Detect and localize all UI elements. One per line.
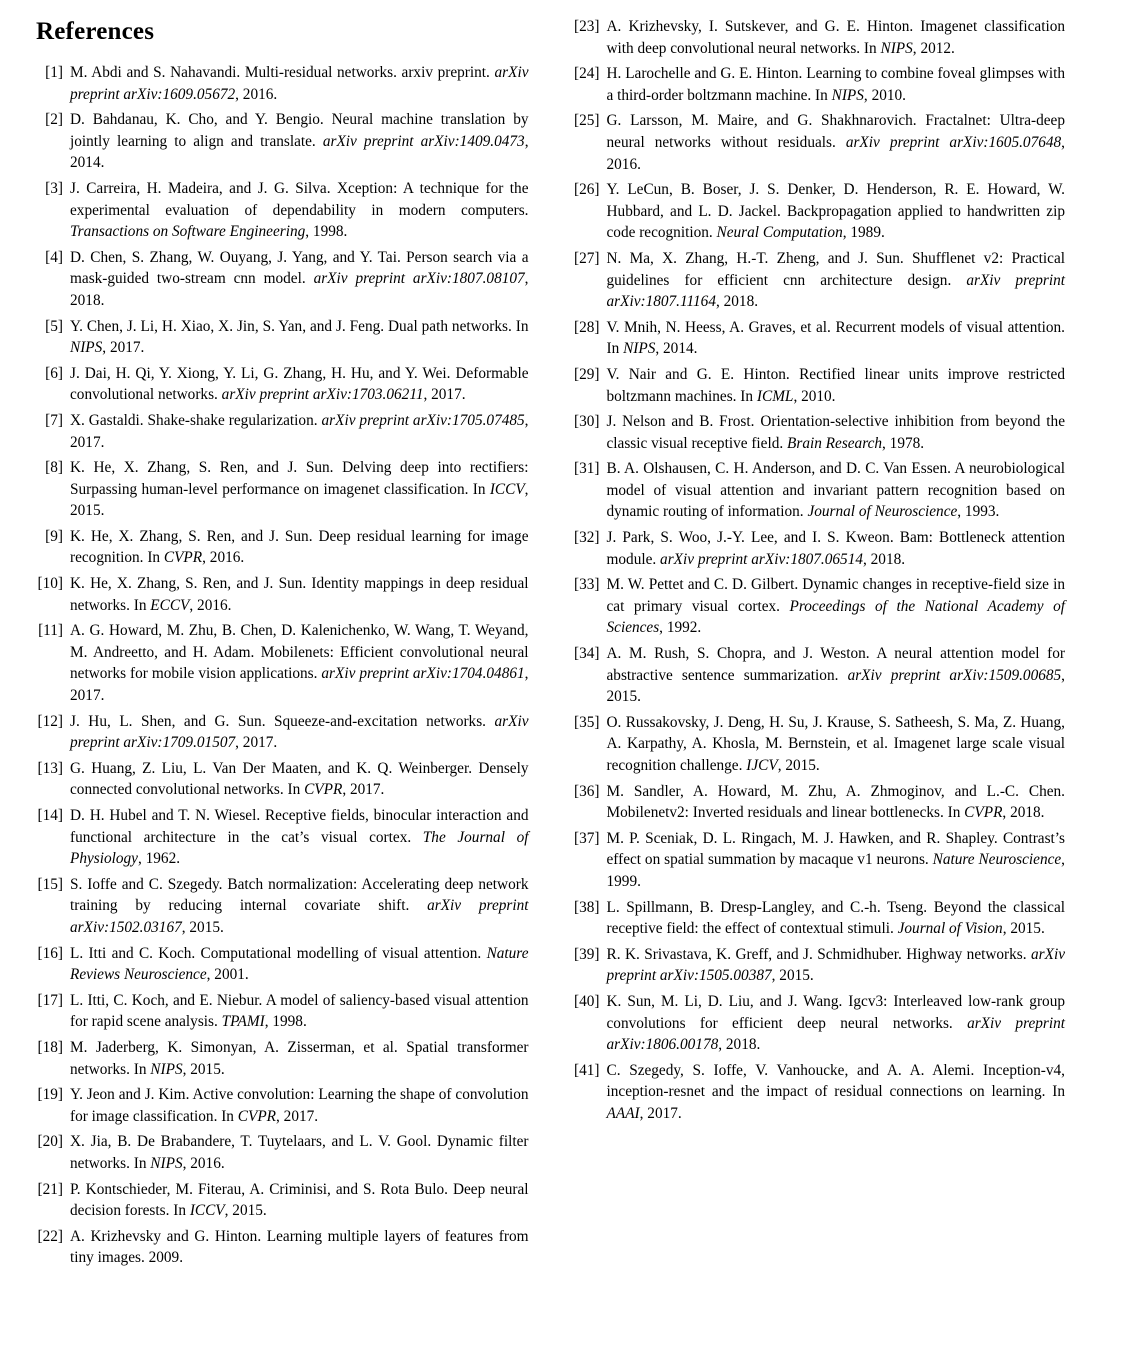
reference-number: [18] (37, 1038, 63, 1056)
reference-number: [30] (574, 413, 600, 431)
reference-entry (36, 62, 529, 105)
reference-list-left (36, 62, 529, 1269)
reference-number: [10] (37, 575, 63, 593)
reference-text: K. He, X. Zhang, S. Ren, and J. Sun. Delving deep into rectifiers: Surpassing human-level performance on imagenet classification. In ICCV, 2015. (70, 459, 529, 520)
reference-text: K. He, X. Zhang, S. Ren, and J. Sun. Deep residual learning for image recognition. In CVPR, 2016. (70, 527, 529, 567)
reference-entry (573, 944, 1066, 987)
reference-text: J. Hu, L. Shen, and G. Sun. Squeeze-and-excitation networks. arXiv preprint arXiv:1709.01507, 2017. (70, 712, 529, 752)
reference-entry (36, 247, 529, 312)
reference-text: D. H. Hubel and T. N. Wiesel. Receptive fields, binocular interaction and functional architecture in the cat’s visual cortex. The Journal of Physiology, 1962. (70, 807, 529, 868)
reference-text: O. Russakovsky, J. Deng, H. Su, J. Krause, S. Satheesh, S. Ma, Z. Huang, A. Karpathy, A. Khosla, M. Bernstein, et al. Imagenet large scale visual recognition challenge. IJCV, 2015. (606, 713, 1065, 774)
reference-text: X. Gastaldi. Shake-shake regularization. arXiv preprint arXiv:1705.07485, 2017. (70, 411, 529, 451)
reference-number: [24] (574, 65, 600, 83)
reference-number: [1] (45, 64, 63, 81)
reference-entry (573, 828, 1066, 893)
reference-text: V. Mnih, N. Heess, A. Graves, et al. Recurrent models of visual attention. In NIPS, 2014. (606, 318, 1065, 358)
reference-number: [33] (574, 576, 600, 594)
reference-number: [11] (38, 622, 63, 640)
reference-number: [15] (37, 875, 63, 893)
reference-text: X. Jia, B. De Brabandere, T. Tuytelaars, and L. V. Gool. Dynamic filter networks. In NIPS, 2016. (70, 1133, 529, 1172)
reference-number: [27] (574, 249, 600, 267)
reference-text: A. Krizhevsky, I. Sutskever, and G. E. Hinton. Imagenet classification with deep convolutional neural networks. In NIPS, 2012. (606, 18, 1065, 57)
reference-entry (36, 316, 529, 359)
reference-text: J. Nelson and B. Frost. Orientation-selective inhibition from beyond the classic visual receptive field. Brain Research, 1978. (606, 413, 1065, 452)
reference-text: M. Sandler, A. Howard, M. Zhu, A. Zhmoginov, and L.-C. Chen. Mobilenetv2: Inverted residuals and linear bottlenecks. In CVPR, 2018. (606, 782, 1065, 822)
reference-number: [14] (37, 807, 63, 824)
reference-entry (36, 457, 529, 522)
reference-text: D. Bahdanau, K. Cho, and Y. Bengio. Neural machine translation by jointly learning to align and translate. arXiv preprint arXiv:1409.0473, 2014. (70, 111, 529, 172)
reference-entry (573, 364, 1066, 407)
reference-number: [3] (45, 179, 63, 197)
reference-text: K. Sun, M. Li, D. Liu, and J. Wang. Igcv3: Interleaved low-rank group convolutions for efficient deep neural networks. arXiv preprint arXiv:1806.00178, 2018. (606, 992, 1065, 1054)
reference-number: [17] (37, 991, 63, 1009)
reference-number: [28] (574, 318, 600, 336)
reference-entry (36, 109, 529, 174)
reference-entry (573, 897, 1066, 940)
reference-entry (36, 620, 529, 706)
right-column (573, 16, 1066, 1353)
reference-entry (573, 411, 1066, 454)
reference-text: M. Abdi and S. Nahavandi. Multi-residual networks. arxiv preprint. arXiv preprint arXiv:1609.05672, 2016. (70, 64, 529, 103)
reference-entry (36, 1084, 529, 1127)
reference-entry (573, 458, 1066, 523)
reference-number: [32] (574, 529, 600, 547)
reference-number: [21] (37, 1180, 63, 1198)
reference-text: L. Itti and C. Koch. Computational modelling of visual attention. Nature Reviews Neuroscience, 2001. (70, 944, 529, 984)
reference-text: J. Park, S. Woo, J.-Y. Lee, and I. S. Kweon. Bam: Bottleneck attention module. arXiv preprint arXiv:1807.06514, 2018. (606, 529, 1065, 568)
reference-number: [12] (37, 712, 63, 730)
reference-text: G. Huang, Z. Liu, L. Van Der Maaten, and K. Q. Weinberger. Densely connected convolutional networks. In CVPR, 2017. (70, 759, 529, 799)
reference-entry (36, 178, 529, 243)
reference-text: L. Itti, C. Koch, and E. Niebur. A model of saliency-based visual attention for rapid scene analysis. TPAMI, 1998. (70, 991, 529, 1031)
reference-number: [37] (574, 829, 600, 847)
reference-entry (36, 943, 529, 986)
reference-entry (36, 805, 529, 870)
reference-number: [39] (574, 945, 600, 963)
reference-text: K. He, X. Zhang, S. Ren, and J. Sun. Identity mappings in deep residual networks. In ECCV, 2016. (70, 575, 529, 614)
reference-entry (573, 110, 1066, 175)
reference-number: [13] (37, 759, 63, 777)
reference-text: B. A. Olshausen, C. H. Anderson, and D. C. Van Essen. A neurobiological model of visual attention and invariant pattern recognition based on dynamic routing of information. Journal of Neuroscience, 1993. (606, 460, 1065, 521)
reference-number: [23] (574, 18, 600, 35)
reference-number: [36] (574, 782, 600, 800)
reference-entry (573, 781, 1066, 824)
reference-entry (36, 1226, 529, 1269)
reference-entry (573, 1060, 1066, 1125)
reference-text: Y. Chen, J. Li, H. Xiao, X. Jin, S. Yan, and J. Feng. Dual path networks. In NIPS, 2017. (70, 317, 529, 357)
reference-text: A. Krizhevsky and G. Hinton. Learning multiple layers of features from tiny images. 2009. (70, 1227, 529, 1267)
reference-entry (36, 1037, 529, 1080)
reference-entry (573, 712, 1066, 777)
reference-number: [22] (37, 1227, 63, 1245)
reference-number: [25] (574, 112, 600, 130)
reference-entry (36, 1131, 529, 1174)
reference-number: [5] (45, 317, 63, 335)
reference-number: [40] (574, 992, 600, 1010)
reference-entry (573, 248, 1066, 313)
reference-number: [38] (574, 898, 600, 916)
reference-number: [7] (45, 411, 63, 429)
reference-entry (36, 1179, 529, 1222)
left-column (36, 16, 529, 1353)
reference-number: [31] (574, 460, 600, 478)
reference-entry (36, 526, 529, 569)
reference-entry (36, 758, 529, 801)
reference-entry (573, 16, 1066, 59)
reference-number: [16] (37, 944, 63, 962)
reference-entry (36, 410, 529, 453)
reference-entry (573, 179, 1066, 244)
reference-number: [20] (37, 1133, 63, 1151)
reference-entry (36, 874, 529, 939)
reference-entry (36, 363, 529, 406)
reference-text: C. Szegedy, S. Ioffe, V. Vanhoucke, and A. A. Alemi. Inception-v4, inception-resnet and the impact of residual connections on learning. In AAAI, 2017. (606, 1061, 1065, 1122)
reference-text: Y. LeCun, B. Boser, J. S. Denker, D. Henderson, R. E. Howard, W. Hubbard, and L. D. Jackel. Backpropagation applied to handwritten zip code recognition. Neural Computation, 1989. (606, 181, 1065, 242)
reference-text: A. M. Rush, S. Chopra, and J. Weston. A neural attention model for abstractive sentence summarization. arXiv preprint arXiv:1509.00685, 2015. (606, 645, 1065, 706)
reference-text: S. Ioffe and C. Szegedy. Batch normalization: Accelerating deep network training by reducing internal covariate shift. arXiv preprint arXiv:1502.03167, 2015. (70, 875, 529, 936)
reference-text: V. Nair and G. E. Hinton. Rectified linear units improve restricted boltzmann machines. In ICML, 2010. (606, 365, 1065, 405)
reference-entry (573, 63, 1066, 106)
reference-text: Y. Jeon and J. Kim. Active convolution: Learning the shape of convolution for image classification. In CVPR, 2017. (70, 1086, 529, 1125)
reference-number: [29] (574, 365, 600, 383)
reference-number: [19] (37, 1086, 63, 1104)
reference-number: [8] (45, 459, 63, 477)
reference-entry (36, 711, 529, 754)
reference-text: A. G. Howard, M. Zhu, B. Chen, D. Kalenichenko, W. Wang, T. Weyand, M. Andreetto, and H. Adam. Mobilenets: Efficient convolutional neural networks for mobile vision applications. arXiv preprint arXiv:1704.04861, 2017. (70, 622, 529, 705)
reference-number: [35] (574, 713, 600, 731)
reference-number: [41] (574, 1061, 600, 1079)
reference-entry (573, 574, 1066, 639)
reference-text: N. Ma, X. Zhang, H.-T. Zheng, and J. Sun. Shufflenet v2: Practical guidelines for efficient cnn architecture design. arXiv preprint arXiv:1807.11164, 2018. (606, 249, 1065, 311)
reference-number: [2] (45, 111, 63, 129)
reference-entry (36, 573, 529, 616)
reference-entry (573, 991, 1066, 1056)
reference-number: [4] (45, 248, 63, 266)
reference-list-right (573, 16, 1066, 1125)
reference-text: D. Chen, S. Zhang, W. Ouyang, J. Yang, and Y. Tai. Person search via a mask-guided two-stream cnn model. arXiv preprint arXiv:1807.08107, 2018. (70, 248, 529, 309)
reference-text: H. Larochelle and G. E. Hinton. Learning to combine foveal glimpses with a third-order boltzmann machine. In NIPS, 2010. (606, 65, 1065, 104)
reference-text: G. Larsson, M. Maire, and G. Shakhnarovich. Fractalnet: Ultra-deep neural networks without residuals. arXiv preprint arXiv:1605.07648, 2016. (606, 112, 1065, 173)
reference-number: [26] (574, 181, 600, 199)
reference-text: L. Spillmann, B. Dresp-Langley, and C.-h. Tseng. Beyond the classical receptive field: the effect of contextual stimuli. Journal of Vision, 2015. (606, 898, 1065, 938)
reference-entry (573, 527, 1066, 570)
reference-text: M. Jaderberg, K. Simonyan, A. Zisserman, et al. Spatial transformer networks. In NIPS, 2015. (70, 1038, 529, 1078)
reference-text: R. K. Srivastava, K. Greff, and J. Schmidhuber. Highway networks. arXiv preprint arXiv:1505.00387, 2015. (606, 945, 1065, 985)
reference-text: M. W. Pettet and C. D. Gilbert. Dynamic changes in receptive-field size in cat primary visual cortex. Proceedings of the National Academy of Sciences, 1992. (606, 576, 1066, 637)
reference-entry (573, 643, 1066, 708)
reference-text: J. Dai, H. Qi, Y. Xiong, Y. Li, G. Zhang, H. Hu, and Y. Wei. Deformable convolutional networks. arXiv preprint arXiv:1703.06211, 2017. (70, 364, 529, 404)
reference-text: J. Carreira, H. Madeira, and J. G. Silva. Xception: A technique for the experimental evaluation of dependability in modern computers. Transactions on Software Engineering, 1998. (70, 179, 529, 241)
reference-number: [6] (45, 364, 63, 382)
reference-text: P. Kontschieder, M. Fiterau, A. Criminisi, and S. Rota Bulo. Deep neural decision forests. In ICCV, 2015. (70, 1180, 529, 1220)
reference-entry (573, 317, 1066, 360)
reference-text: M. P. Sceniak, D. L. Ringach, M. J. Hawken, and R. Shapley. Contrast’s effect on spatial summation by macaque v1 neurons. Nature Neuroscience, 1999. (606, 829, 1065, 890)
reference-entry (36, 990, 529, 1033)
section-title: References (36, 18, 155, 45)
reference-number: [34] (574, 645, 600, 663)
reference-number: [9] (45, 527, 63, 545)
